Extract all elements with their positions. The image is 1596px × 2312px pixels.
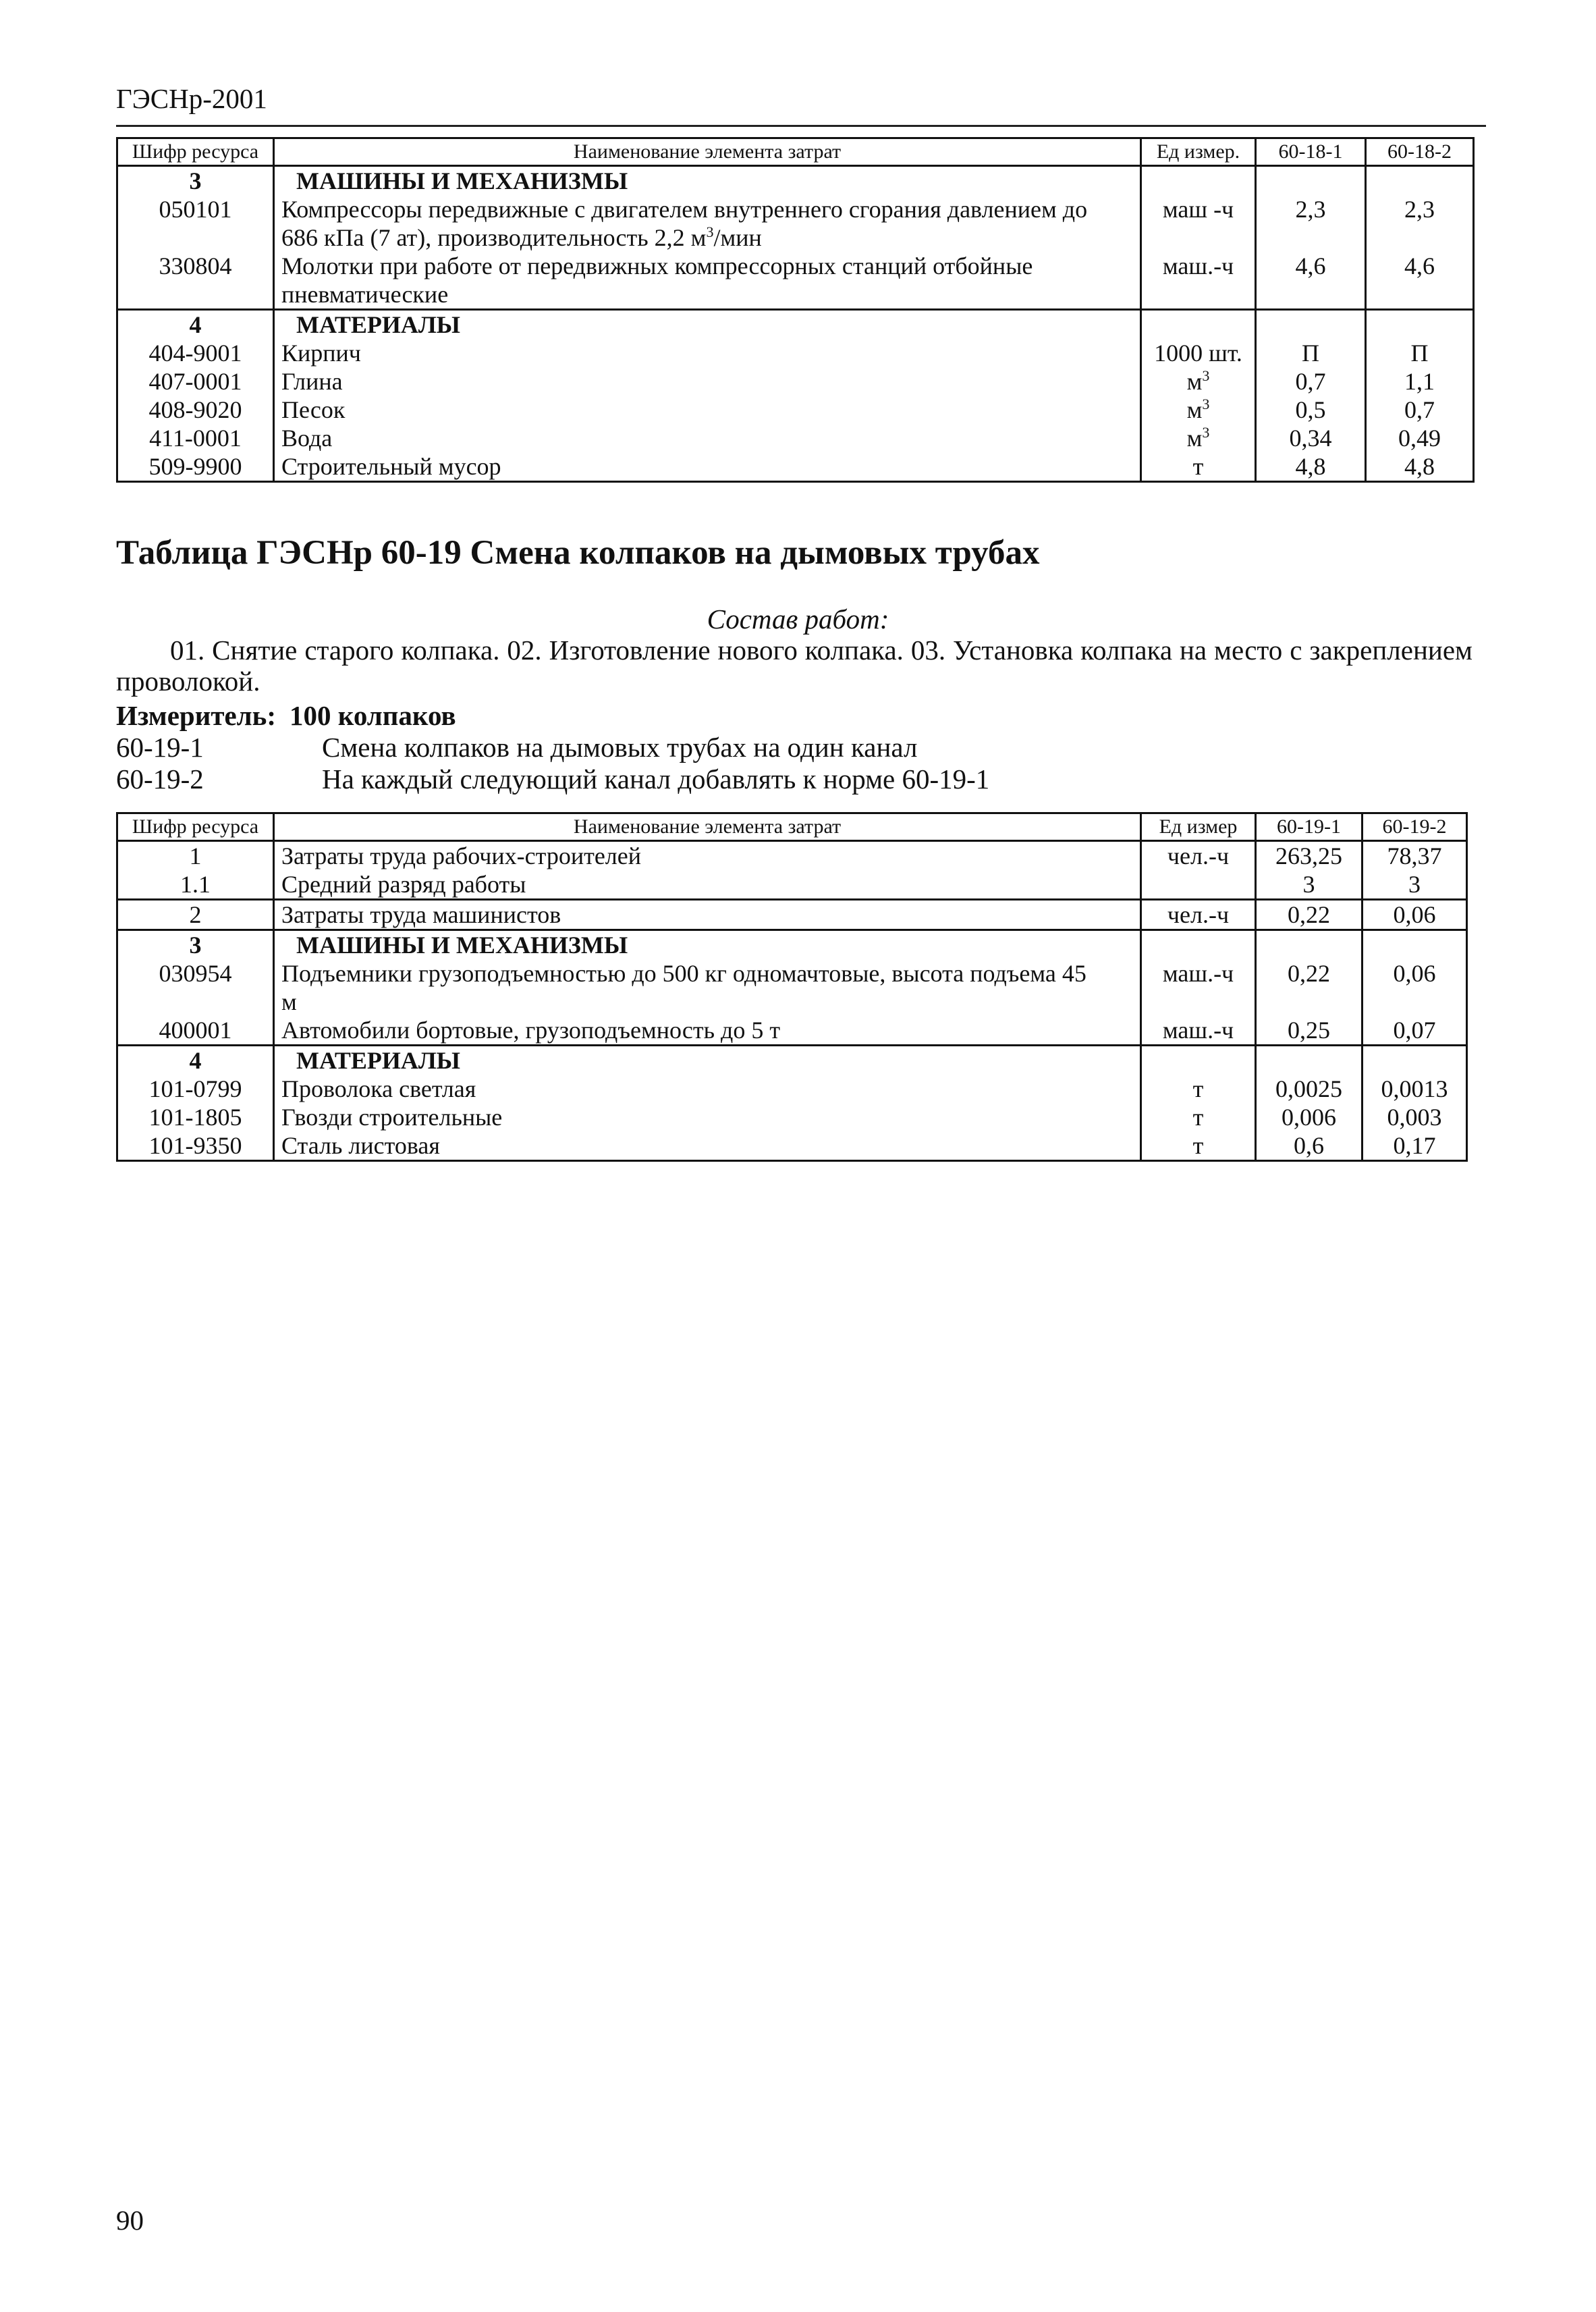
resource-code: 400001: [117, 1016, 274, 1046]
header-rule: [116, 125, 1486, 127]
table-row: [117, 396, 1474, 424]
work-composition-heading: Состав работ:: [707, 603, 889, 635]
header-col-2: 60-19-2: [1363, 813, 1467, 841]
section-row-materials: [117, 1046, 1467, 1075]
value-col-2: 0,49: [1366, 424, 1474, 452]
value-col-1: 0,7: [1256, 367, 1366, 396]
value-col-2: 0,003: [1363, 1103, 1467, 1131]
header-col-2: 60-18-2: [1366, 138, 1474, 166]
norm-code: 60-19-1: [116, 732, 204, 763]
header-code: Шифр ресурса: [117, 138, 274, 166]
resource-name: Глина: [274, 367, 1141, 396]
table-header-row: [117, 138, 1474, 166]
resource-name: Автомобили бортовые, грузоподъемность до 5 т: [274, 1016, 1141, 1046]
resource-name: Подъемники грузоподъемностью до 500 кг одномачтовые, высота подъема 45 м: [274, 959, 1141, 1016]
section-title: МАШИНЫ И МЕХАНИЗМЫ: [296, 167, 628, 194]
value-col-2: 78,37: [1363, 841, 1467, 871]
table-row: [117, 900, 1467, 930]
value-col-2: П: [1366, 339, 1474, 367]
norm-code: 60-19-2: [116, 763, 204, 795]
resource-name: Компрессоры передвижные с двигателем внутреннего сгорания давлением до 686 кПа (7 ат), производительность 2,2 $м^3$/мин: [274, 195, 1141, 252]
resource-name: Гвозди строительные: [274, 1103, 1141, 1131]
resource-code: 050101: [117, 195, 274, 252]
norm-text: Смена колпаков на дымовых трубах на один канал: [322, 732, 918, 763]
resource-code: 1: [117, 841, 274, 871]
resource-name: Вода: [274, 424, 1141, 452]
section-title: МАТЕРИАЛЫ: [296, 311, 460, 338]
meter-label: Измеритель:: [116, 700, 277, 731]
section-code: 4: [117, 1046, 274, 1075]
value-col-1: 4,6: [1256, 252, 1366, 310]
resource-code: 408-9020: [117, 396, 274, 424]
table-row: [117, 424, 1474, 452]
page-header: ГЭСНр-2001: [116, 83, 267, 114]
resource-unit: маш.-ч: [1141, 252, 1256, 310]
resource-unit: маш.-ч: [1141, 959, 1256, 1016]
section-row-machines: [117, 930, 1467, 960]
resource-unit: т: [1141, 1131, 1256, 1161]
section-code: 4: [117, 310, 274, 340]
value-col-1: 2,3: [1256, 195, 1366, 252]
work-composition-text: 01. Снятие старого колпака. 02. Изготовление нового колпака. 03. Установка колпака на место с закреплением проволокой.: [116, 635, 1473, 697]
meter-line: [116, 699, 456, 732]
table-row: [117, 252, 1474, 310]
section-title: МАТЕРИАЛЫ: [296, 1047, 460, 1074]
resource-code: 330804: [117, 252, 274, 310]
table-row: [117, 1131, 1467, 1161]
section-row-materials: [117, 310, 1474, 340]
table-row: [117, 1103, 1467, 1131]
resource-code: 101-1805: [117, 1103, 274, 1131]
resource-unit: 1000 шт.: [1141, 339, 1256, 367]
resource-name: Затраты труда рабочих-строителей: [274, 841, 1141, 871]
value-col-1: 0,34: [1256, 424, 1366, 452]
resource-code: 404-9001: [117, 339, 274, 367]
table-row: [117, 1016, 1467, 1046]
resource-unit: $м^3$: [1141, 396, 1256, 424]
header-name: Наименование элемента затрат: [274, 813, 1141, 841]
page-number: 90: [116, 2205, 144, 2236]
value-col-1: 3: [1256, 870, 1363, 900]
header-code: Шифр ресурса: [117, 813, 274, 841]
table-title: Таблица ГЭСНр 60-19 Смена колпаков на дымовых трубах: [116, 534, 1040, 572]
resource-unit: чел.-ч: [1141, 900, 1256, 930]
resource-name: Проволока светлая: [274, 1075, 1141, 1103]
resource-table-60-18: [116, 137, 1475, 483]
resource-name: Затраты труда машинистов: [274, 900, 1141, 930]
header-unit: Ед измер: [1141, 813, 1256, 841]
header-col-1: 60-19-1: [1256, 813, 1363, 841]
value-col-2: 0,07: [1363, 1016, 1467, 1046]
section-title: МАШИНЫ И МЕХАНИЗМЫ: [296, 932, 628, 959]
value-col-1: 0,22: [1256, 900, 1363, 930]
table-header-row: [117, 813, 1467, 841]
value-col-2: 1,1: [1366, 367, 1474, 396]
resource-code: 2: [117, 900, 274, 930]
resource-code: 101-0799: [117, 1075, 274, 1103]
resource-code: 1.1: [117, 870, 274, 900]
value-col-1: 0,0025: [1256, 1075, 1363, 1103]
resource-unit: [1141, 870, 1256, 900]
resource-unit: $м^3$: [1141, 424, 1256, 452]
resource-name: Сталь листовая: [274, 1131, 1141, 1161]
value-col-2: 0,06: [1363, 900, 1467, 930]
value-col-2: 2,3: [1366, 195, 1474, 252]
table-row: [117, 841, 1467, 871]
value-col-2: 3: [1363, 870, 1467, 900]
header-col-1: 60-18-1: [1256, 138, 1366, 166]
resource-unit: т: [1141, 452, 1256, 482]
value-col-2: 0,7: [1366, 396, 1474, 424]
resource-code: 407-0001: [117, 367, 274, 396]
resource-name: Песок: [274, 396, 1141, 424]
value-col-2: 0,06: [1363, 959, 1467, 1016]
section-code: 3: [117, 166, 274, 196]
norm-text: На каждый следующий канал добавлять к норме 60-19-1: [322, 763, 990, 795]
norm-line: [116, 731, 917, 763]
header-name: Наименование элемента затрат: [274, 138, 1141, 166]
value-col-2: 0,17: [1363, 1131, 1467, 1161]
value-col-1: 4,8: [1256, 452, 1366, 482]
resource-table-60-19: [116, 812, 1468, 1162]
resource-code: 101-9350: [117, 1131, 274, 1161]
value-col-1: 0,25: [1256, 1016, 1363, 1046]
norm-line: [116, 763, 989, 795]
value-col-1: 0,22: [1256, 959, 1363, 1016]
table-row: [117, 339, 1474, 367]
resource-unit: маш.-ч: [1141, 1016, 1256, 1046]
value-col-1: П: [1256, 339, 1366, 367]
header-unit: Ед измер.: [1141, 138, 1256, 166]
table-row: [117, 452, 1474, 482]
value-col-1: 0,5: [1256, 396, 1366, 424]
table-row: [117, 195, 1474, 252]
resource-unit: $м^3$: [1141, 367, 1256, 396]
resource-name: Молотки при работе от передвижных компрессорных станций отбойные пневматические: [274, 252, 1141, 310]
value-col-2: 4,8: [1366, 452, 1474, 482]
section-row-machines: [117, 166, 1474, 196]
resource-code: 030954: [117, 959, 274, 1016]
value-col-2: 4,6: [1366, 252, 1474, 310]
value-col-1: 0,6: [1256, 1131, 1363, 1161]
section-code: 3: [117, 930, 274, 960]
table-row: [117, 870, 1467, 900]
resource-code: 509-9900: [117, 452, 274, 482]
resource-unit: маш -ч: [1141, 195, 1256, 252]
resource-unit: чел.-ч: [1141, 841, 1256, 871]
meter-value: 100 колпаков: [290, 700, 456, 731]
value-col-1: 0,006: [1256, 1103, 1363, 1131]
value-col-2: 0,0013: [1363, 1075, 1467, 1103]
resource-name: Строительный мусор: [274, 452, 1141, 482]
resource-name: Средний разряд работы: [274, 870, 1141, 900]
value-col-1: 263,25: [1256, 841, 1363, 871]
table-row: [117, 1075, 1467, 1103]
resource-unit: т: [1141, 1075, 1256, 1103]
table-row: [117, 959, 1467, 1016]
table-row: [117, 367, 1474, 396]
resource-unit: т: [1141, 1103, 1256, 1131]
resource-code: 411-0001: [117, 424, 274, 452]
resource-name: Кирпич: [274, 339, 1141, 367]
